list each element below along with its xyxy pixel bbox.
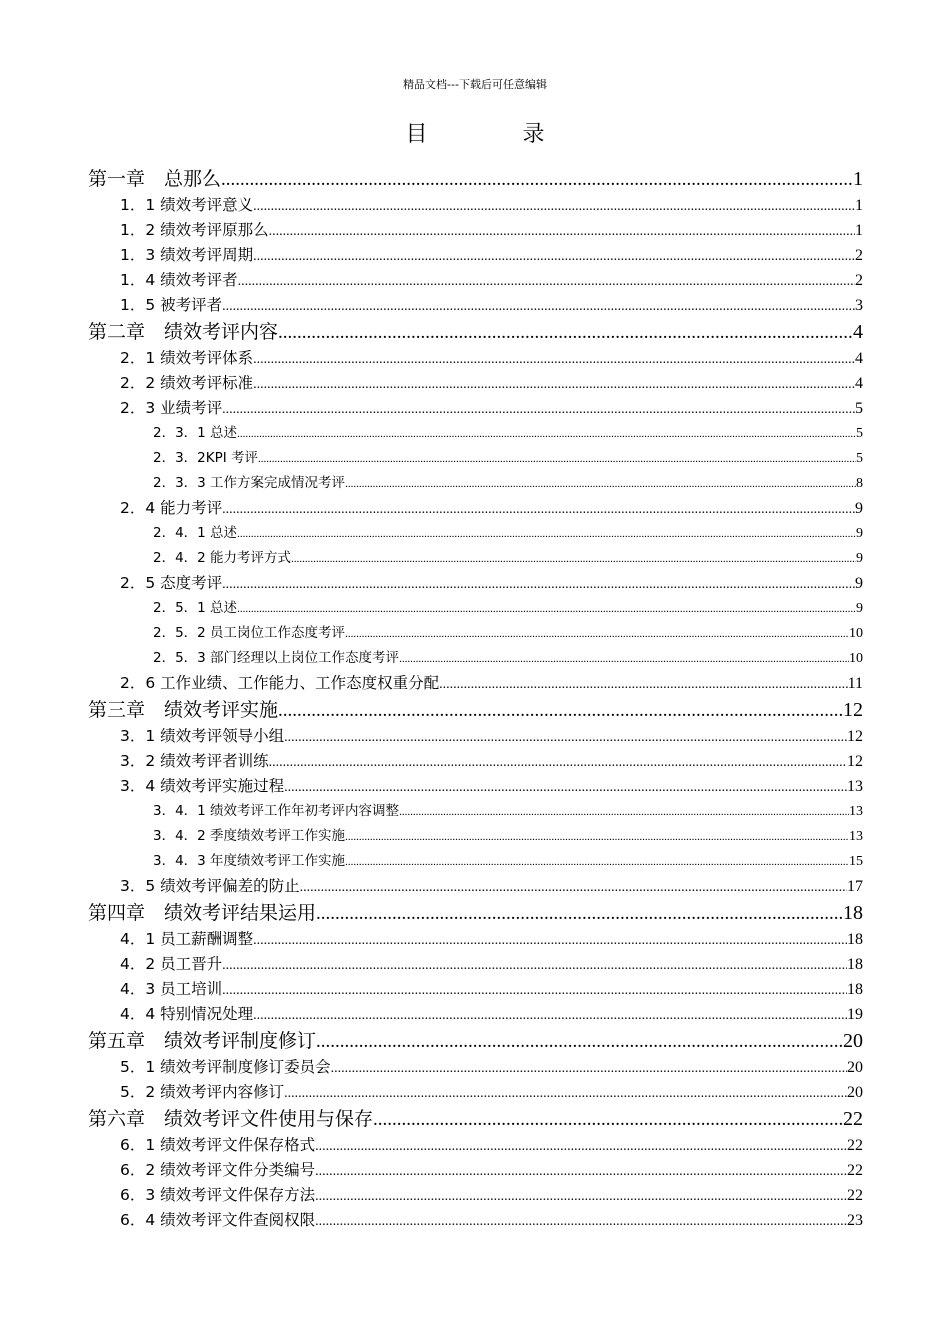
toc-dot-leader — [373, 1106, 843, 1133]
toc-entry[interactable] — [88, 724, 863, 749]
toc-entry-label: 6．2 绩效考评文件分类编号 — [120, 1161, 316, 1179]
toc-entry[interactable] — [88, 824, 863, 849]
toc-dot-leader — [269, 750, 847, 774]
toc-entry-label: 2．3．1 总述 — [153, 425, 238, 441]
toc-page-number: 13 — [849, 804, 863, 819]
toc-entry-label: 第五章 绩效考评制度修订 — [88, 1030, 317, 1052]
toc-entry[interactable] — [88, 1208, 863, 1233]
toc-entry[interactable] — [88, 318, 863, 346]
toc-page-number: 19 — [847, 1006, 863, 1023]
toc-dot-leader — [316, 900, 843, 927]
toc-entry[interactable] — [88, 849, 863, 874]
toc-entry[interactable] — [88, 671, 863, 696]
toc-dot-leader — [345, 472, 856, 496]
toc-page-number: 20 — [847, 1084, 863, 1101]
toc-page-number: 22 — [847, 1162, 863, 1179]
toc-entry-label: 2．3．2KPI 考评 — [153, 450, 259, 466]
toc-page-number: 18 — [847, 981, 863, 998]
toc-page-number: 12 — [847, 753, 863, 770]
toc-page-number: 12 — [843, 699, 863, 721]
toc-entry[interactable] — [88, 927, 863, 952]
toc-page-number: 9 — [856, 526, 863, 541]
toc-page-number: 4 — [855, 350, 863, 367]
toc-page-number: 22 — [843, 1108, 863, 1130]
toc-dot-leader — [278, 319, 853, 346]
toc-entry[interactable] — [88, 243, 863, 268]
toc-entry-label: 2．2 绩效考评标准 — [120, 374, 254, 392]
toc-entry[interactable] — [88, 218, 863, 243]
toc-dot-leader — [284, 1081, 847, 1105]
toc-entry[interactable] — [88, 268, 863, 293]
toc-entry-label: 6．3 绩效考评文件保存方法 — [120, 1186, 316, 1204]
toc-page-number: 9 — [855, 575, 863, 592]
toc-dot-leader — [222, 397, 855, 421]
toc-page-number: 9 — [856, 551, 863, 566]
toc-dot-leader — [300, 875, 847, 899]
header-note: 精品文档---下载后可任意编辑 — [403, 78, 547, 91]
toc-page-number: 15 — [849, 854, 863, 869]
table-of-contents — [88, 165, 863, 1233]
toc-entry[interactable] — [88, 346, 863, 371]
toc-entry[interactable] — [88, 952, 863, 977]
toc-entry-label: 3．2 绩效考评者训练 — [120, 752, 269, 770]
toc-dot-leader — [237, 522, 856, 546]
toc-page-number: 10 — [849, 626, 863, 641]
toc-dot-leader — [222, 497, 855, 521]
toc-entry[interactable] — [88, 1002, 863, 1027]
toc-entry[interactable] — [88, 774, 863, 799]
toc-page-number: 1 — [853, 168, 863, 190]
toc-entry-label: 4．1 员工薪酬调整 — [120, 930, 254, 948]
toc-entry[interactable] — [88, 571, 863, 596]
toc-entry[interactable] — [88, 621, 863, 646]
toc-dot-leader — [315, 1184, 847, 1208]
toc-entry[interactable] — [88, 293, 863, 318]
toc-page-number: 5 — [856, 451, 863, 466]
toc-page-number: 5 — [856, 426, 863, 441]
toc-dot-leader — [345, 850, 849, 874]
toc-dot-leader — [222, 294, 855, 318]
toc-dot-leader — [316, 1028, 843, 1055]
toc-entry[interactable] — [88, 1183, 863, 1208]
toc-entry[interactable] — [88, 596, 863, 621]
toc-entry[interactable] — [88, 471, 863, 496]
toc-page-number: 17 — [847, 878, 863, 895]
toc-page-number: 2 — [855, 272, 863, 289]
toc-dot-leader — [399, 800, 849, 824]
toc-entry-label: 1．3 绩效考评周期 — [120, 246, 254, 264]
toc-page-number: 22 — [847, 1137, 863, 1154]
toc-entry-label: 2．4．2 能力考评方式 — [153, 550, 292, 566]
toc-entry-label: 2．6 工作业绩、工作能力、工作态度权重分配 — [120, 674, 440, 692]
toc-entry[interactable] — [88, 446, 863, 471]
toc-entry[interactable] — [88, 371, 863, 396]
toc-page-number: 3 — [855, 297, 863, 314]
toc-entry-label: 2．5 态度考评 — [120, 574, 223, 592]
toc-dot-leader — [284, 725, 847, 749]
toc-dot-leader — [345, 622, 849, 646]
toc-page-number: 11 — [847, 675, 863, 692]
toc-entry-label: 2．3．3 工作方案完成情况考评 — [153, 475, 346, 491]
toc-entry[interactable] — [88, 496, 863, 521]
toc-entry-label: 4．2 员工晋升 — [120, 955, 223, 973]
toc-entry[interactable] — [88, 696, 863, 724]
toc-page-number: 18 — [847, 931, 863, 948]
toc-dot-leader — [291, 547, 856, 571]
toc-entry-label: 6．4 绩效考评文件查阅权限 — [120, 1211, 316, 1229]
toc-entry[interactable] — [88, 977, 863, 1002]
toc-dot-leader — [315, 1134, 847, 1158]
toc-dot-leader — [399, 647, 849, 671]
toc-entry[interactable] — [88, 421, 863, 446]
toc-dot-leader — [222, 572, 855, 596]
toc-entry-label: 6．1 绩效考评文件保存格式 — [120, 1136, 316, 1154]
toc-page-number: 22 — [847, 1187, 863, 1204]
toc-entry[interactable] — [88, 396, 863, 421]
toc-dot-leader — [269, 219, 855, 243]
toc-dot-leader — [222, 953, 847, 977]
toc-entry-label: 2．3 业绩考评 — [120, 399, 223, 417]
toc-dot-leader — [345, 825, 849, 849]
toc-entry-label: 1．1 绩效考评意义 — [120, 196, 254, 214]
toc-entry[interactable] — [88, 1055, 863, 1080]
toc-entry[interactable] — [88, 1158, 863, 1183]
toc-entry[interactable] — [88, 874, 863, 899]
toc-entry[interactable] — [88, 1027, 863, 1055]
toc-dot-leader — [315, 1159, 847, 1183]
toc-entry-label: 第三章 绩效考评实施 — [88, 699, 279, 721]
toc-page-number: 8 — [856, 476, 863, 491]
toc-entry[interactable] — [88, 899, 863, 927]
toc-page-number: 20 — [847, 1059, 863, 1076]
toc-dot-leader — [439, 672, 847, 696]
toc-entry-label: 3．4．3 年度绩效考评工作实施 — [153, 853, 346, 869]
toc-entry[interactable] — [88, 1133, 863, 1158]
toc-page-number: 10 — [849, 651, 863, 666]
toc-page-number: 13 — [847, 778, 863, 795]
toc-dot-leader — [315, 1209, 847, 1233]
toc-dot-leader — [331, 1056, 847, 1080]
toc-entry[interactable] — [88, 193, 863, 218]
toc-page-number: 20 — [843, 1030, 863, 1052]
toc-entry[interactable] — [88, 165, 863, 193]
toc-page-number: 5 — [855, 400, 863, 417]
toc-entry-label: 3．4．1 绩效考评工作年初考评内容调整 — [153, 803, 400, 819]
toc-dot-leader — [253, 347, 855, 371]
toc-entry-label: 3．4．2 季度绩效考评工作实施 — [153, 828, 346, 844]
toc-entry[interactable] — [88, 1105, 863, 1133]
toc-entry-label: 5．1 绩效考评制度修订委员会 — [120, 1058, 331, 1076]
toc-dot-leader — [253, 194, 855, 218]
toc-title: 目 录 — [405, 122, 589, 147]
toc-entry-label: 第一章 总那么 — [88, 168, 222, 190]
toc-page-number: 1 — [855, 197, 863, 214]
toc-entry[interactable] — [88, 799, 863, 824]
toc-page-number: 18 — [847, 956, 863, 973]
toc-page-number: 23 — [847, 1212, 863, 1229]
toc-entry-label: 2．5．3 部门经理以上岗位工作态度考评 — [153, 650, 400, 666]
toc-page-number: 9 — [855, 500, 863, 517]
toc-dot-leader — [237, 597, 856, 621]
toc-entry-label: 4．4 特别情况处理 — [120, 1005, 254, 1023]
toc-entry-label: 1．2 绩效考评原那么 — [120, 221, 269, 239]
toc-page-number: 9 — [856, 601, 863, 616]
toc-page-number: 18 — [843, 902, 863, 924]
toc-dot-leader — [278, 697, 843, 724]
toc-dot-leader — [258, 447, 856, 471]
toc-entry-label: 第二章 绩效考评内容 — [88, 321, 279, 343]
toc-entry-label: 5．2 绩效考评内容修订 — [120, 1083, 285, 1101]
toc-entry[interactable] — [88, 546, 863, 571]
toc-dot-leader — [253, 1003, 847, 1027]
toc-entry[interactable] — [88, 749, 863, 774]
toc-entry-label: 3．5 绩效考评偏差的防止 — [120, 877, 300, 895]
toc-page-number: 4 — [853, 321, 863, 343]
toc-page-number: 13 — [849, 829, 863, 844]
toc-entry-label: 2．1 绩效考评体系 — [120, 349, 254, 367]
toc-entry[interactable] — [88, 1080, 863, 1105]
toc-entry-label: 4．3 员工培训 — [120, 980, 223, 998]
toc-entry-label: 2．5．2 员工岗位工作态度考评 — [153, 625, 346, 641]
toc-dot-leader — [253, 372, 855, 396]
toc-dot-leader — [221, 166, 853, 193]
toc-page-number: 2 — [855, 247, 863, 264]
toc-entry-label: 2．4 能力考评 — [120, 499, 223, 517]
toc-entry-label: 第六章 绩效考评文件使用与保存 — [88, 1108, 374, 1130]
toc-entry-label: 2．5．1 总述 — [153, 600, 238, 616]
toc-entry-label: 3．1 绩效考评领导小组 — [120, 727, 285, 745]
toc-dot-leader — [253, 928, 847, 952]
toc-dot-leader — [238, 269, 855, 293]
toc-entry-label: 3．4 绩效考评实施过程 — [120, 777, 285, 795]
toc-page-number: 4 — [855, 375, 863, 392]
toc-dot-leader — [237, 422, 856, 446]
toc-entry[interactable] — [88, 646, 863, 671]
toc-entry-label: 1．4 绩效考评者 — [120, 271, 238, 289]
toc-dot-leader — [222, 978, 847, 1002]
toc-entry[interactable] — [88, 521, 863, 546]
toc-entry-label: 第四章 绩效考评结果运用 — [88, 902, 317, 924]
toc-dot-leader — [284, 775, 847, 799]
toc-page-number: 1 — [855, 222, 863, 239]
toc-page-number: 12 — [847, 728, 863, 745]
toc-dot-leader — [253, 244, 855, 268]
toc-entry-label: 1．5 被考评者 — [120, 296, 223, 314]
toc-entry-label: 2．4．1 总述 — [153, 525, 238, 541]
